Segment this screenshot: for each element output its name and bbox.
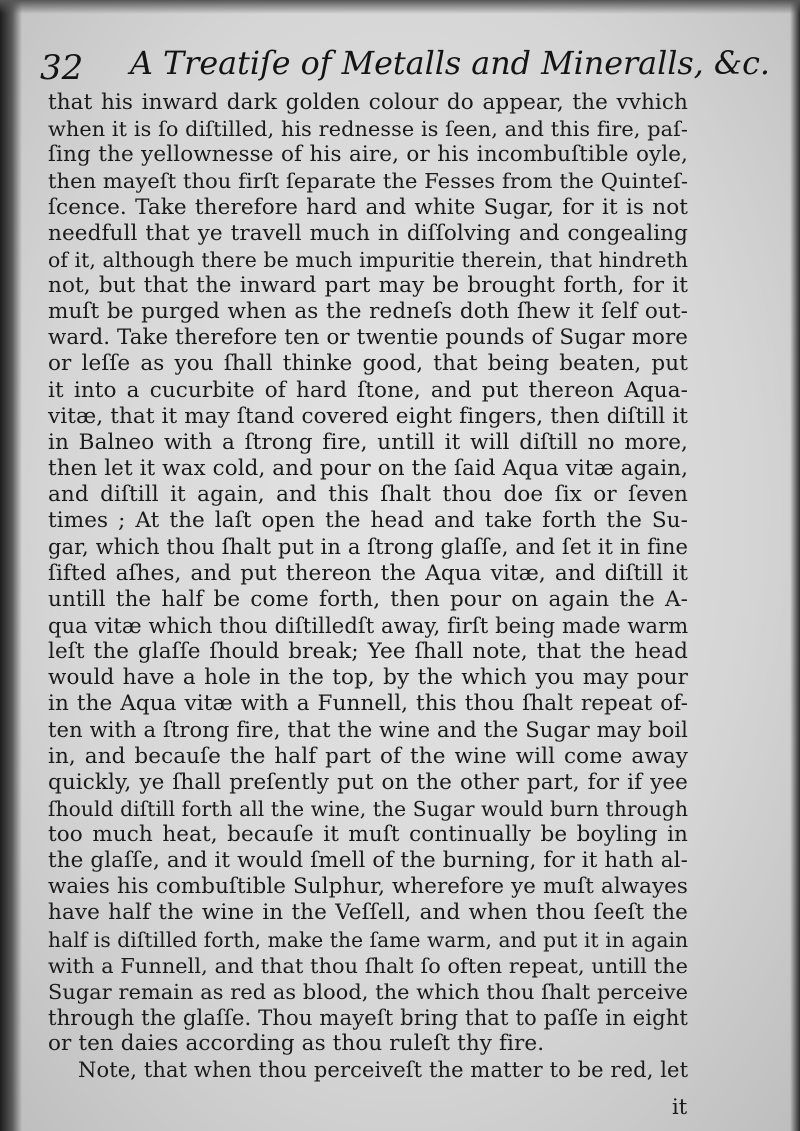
text-line: quickly, ye ſhall preſently put on the other part, for if yee <box>48 769 688 795</box>
page-header <box>40 42 770 92</box>
text-line: through the glaſſe. Thou mayeſt bring that to paſſe in eight <box>48 1004 688 1030</box>
text-line: ſing the yellownesse of his aire, or his incombuſtible oyle, <box>48 142 688 168</box>
text-line: in the Aqua vitæ with a Funnell, this thou ſhalt repeat of- <box>48 691 688 717</box>
text-line: have half the wine in the Veſſell, and when thou ſeeſt the <box>48 900 688 926</box>
text-line: ward. Take therefore ten or twentie pounds of Sugar more <box>48 325 688 351</box>
page-number: 32 <box>40 48 84 88</box>
text-line: with a Funnell, and that thou ſhalt ſo often repeat, untill the <box>48 953 688 978</box>
text-line: or ten daies according as thou ruleſt thy fire. <box>48 1031 545 1057</box>
text-line: needfull that ye travell much in diſſolving and congealing <box>48 220 688 246</box>
text-line: Sugar remain as red as blood, the which thou ſhalt perceive <box>48 979 688 1004</box>
page-gutter-shadow <box>0 0 22 1131</box>
page-edge-shadow <box>790 0 800 1131</box>
running-title: A Treatiſe of Metalls and Mineralls, &c. <box>130 46 771 82</box>
text-line: the glaſſe, and it would ſmell of the burning, for it hath al- <box>48 848 688 874</box>
text-line: times ; At the laſt open the head and take forth the Su- <box>48 508 688 534</box>
text-line: not, but that the inward part may be brought forth, for it <box>48 272 688 298</box>
text-line: in, and becauſe the half part of the wine will come away <box>48 743 688 769</box>
text-line: that his inward dark golden colour do appear, the vvhich <box>48 90 688 115</box>
text-line: leſt the glaſſe ſhould break; Yee ſhall note, that the head <box>48 638 688 664</box>
text-line: and diſtill it again, and this ſhalt thou doe ſix or ſeven <box>48 482 688 508</box>
text-line: gar, which thou ſhalt put in a ſtrong glaſſe, and ſet it in fine <box>48 535 688 560</box>
text-line: waies his combuſtible Sulphur, wherefore ye muſt alwayes <box>48 874 688 900</box>
text-line: ten with a ſtrong fire, that the wine and the Sugar may boil <box>48 717 688 743</box>
text-line: muſt be purged when as the redneſs doth ſhew it ſelf out- <box>48 299 688 325</box>
page-top-shadow <box>0 0 800 14</box>
body-text <box>48 90 688 1083</box>
text-line: half is diſtilled forth, make the ſame warm, and put it in again <box>48 927 689 952</box>
text-line: then let it wax cold, and pour on the ſaid Aqua vitæ again, <box>48 455 688 481</box>
text-line: too much heat, becauſe it muſt continually be boyling in <box>48 821 688 847</box>
catchword: it <box>672 1095 688 1119</box>
text-line: when it is ſo diſtilled, his rednesse is ſeen, and this fire, paſ- <box>48 117 688 142</box>
text-line: then mayeſt thou firſt ſeparate the Fesses from the Quinteſ- <box>48 169 688 194</box>
text-line: untill the half be come forth, then pour on again the A- <box>48 586 688 612</box>
text-line: ſifted aſhes, and put thereon the Aqua vitæ, and diſtill it <box>48 560 688 586</box>
text-line: would have a hole in the top, by the which you may pour <box>48 665 688 691</box>
text-line: it into a cucurbite of hard ſtone, and put thereon Aqua- <box>48 377 688 403</box>
text-line: qua vitæ which thou diſtilledſt away, firſt being made warm <box>48 613 689 638</box>
text-line: of it, although there be much impuritie therein, that hindreth <box>48 247 689 272</box>
text-line: ſhould diſtill forth all the wine, the Sugar would burn through <box>48 796 689 821</box>
text-line: in Balneo with a ſtrong fire, untill it will diſtill no more, <box>48 429 688 455</box>
text-line: ſcence. Take therefore hard and white Sugar, for it is not <box>48 194 688 220</box>
text-line: Note, that when thou perceiveſt the matter to be red, let <box>78 1058 689 1083</box>
text-line: vitæ, that it may ſtand covered eight fingers, then diſtill it <box>48 403 688 429</box>
text-line: or leſſe as you ſhall thinke good, that being beaten, put <box>48 351 688 377</box>
